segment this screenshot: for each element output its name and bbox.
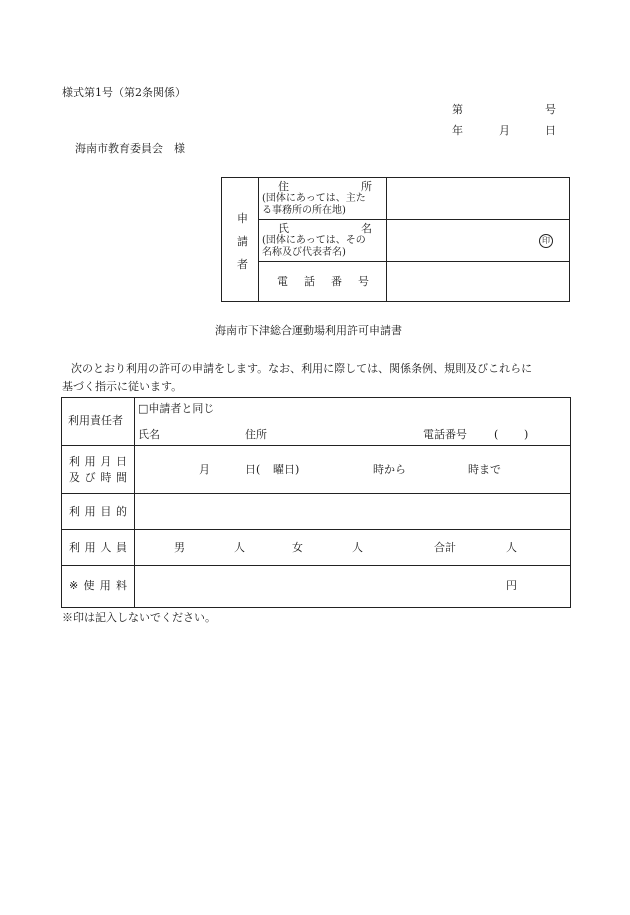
datetime-field[interactable] [136, 448, 570, 491]
female-unit: 人 [352, 541, 363, 554]
purpose-field[interactable] [136, 496, 570, 527]
form-number: 様式第1号（第2条関係） [62, 86, 186, 99]
female-label: 女 [292, 541, 303, 554]
address-label: 住 所 [278, 180, 372, 193]
address-field[interactable] [388, 180, 569, 217]
date-year: 年 [452, 124, 463, 137]
intro-line-2: 基づく指示に従います。 [62, 380, 183, 393]
footnote: ※印は記入しないでください。 [62, 611, 216, 624]
day-label: 日( [245, 463, 261, 476]
total-label: 合計 [434, 541, 456, 554]
usage-form [61, 397, 571, 608]
doc-number-prefix: 第 [452, 103, 463, 116]
people-field[interactable] [136, 532, 570, 563]
addressee: 海南市教育委員会 様 [75, 142, 185, 155]
applicant-heading-2: 請 [237, 235, 248, 248]
time-from-label: 時から [373, 463, 406, 476]
time-until-label: 時まで [468, 463, 501, 476]
phone-label: 電 話 番 号 [277, 275, 369, 288]
doc-number-suffix: 号 [545, 103, 556, 116]
male-unit: 人 [234, 541, 245, 554]
datetime-label-1: 利 用 月 日 [69, 455, 127, 468]
phone-field[interactable] [388, 264, 569, 300]
people-label: 利 用 人 員 [69, 541, 127, 554]
male-label: 男 [174, 541, 185, 554]
date-month: 月 [499, 124, 510, 137]
address-note-1: (団体にあっては、主た [262, 193, 366, 204]
responsible-field[interactable] [136, 418, 570, 443]
address-note-2: る事務所の所在地) [262, 205, 346, 216]
phone-paren-close: ) [524, 428, 529, 441]
applicant-heading-1: 申 [237, 212, 248, 225]
purpose-label: 利 用 目 的 [69, 505, 127, 518]
applicant-box [221, 177, 570, 302]
intro-line-1: 次のとおり利用の許可の申請をします。なお、利用に際しては、関係条例、規則及びこれらに [71, 362, 533, 375]
same-as-applicant-checkbox[interactable]: □申請者と同じ [138, 402, 215, 415]
name-label: 氏 名 [278, 222, 372, 235]
name-note-2: 名称及び代表者名) [262, 247, 346, 258]
responsible-name-label: 氏名 [138, 428, 160, 441]
applicant-heading-3: 者 [237, 258, 248, 271]
total-unit: 人 [506, 541, 517, 554]
responsible-address-label: 住所 [245, 428, 267, 441]
seal-icon: 印 [539, 234, 553, 248]
phone-paren-open: ( [494, 428, 499, 441]
document-title: 海南市下津総合運動場利用許可申請書 [215, 324, 402, 337]
responsible-label: 利用責任者 [68, 414, 123, 427]
weekday-label: 曜日) [273, 463, 300, 476]
month-label: 月 [199, 463, 210, 476]
fee-label: ※ 使 用 料 [69, 579, 127, 592]
fee-unit: 円 [506, 579, 517, 592]
name-note-1: (団体にあっては、その [262, 235, 366, 246]
responsible-phone-label: 電話番号 [423, 428, 467, 441]
datetime-label-2: 及 び 時 間 [69, 471, 127, 484]
date-day: 日 [545, 124, 556, 137]
